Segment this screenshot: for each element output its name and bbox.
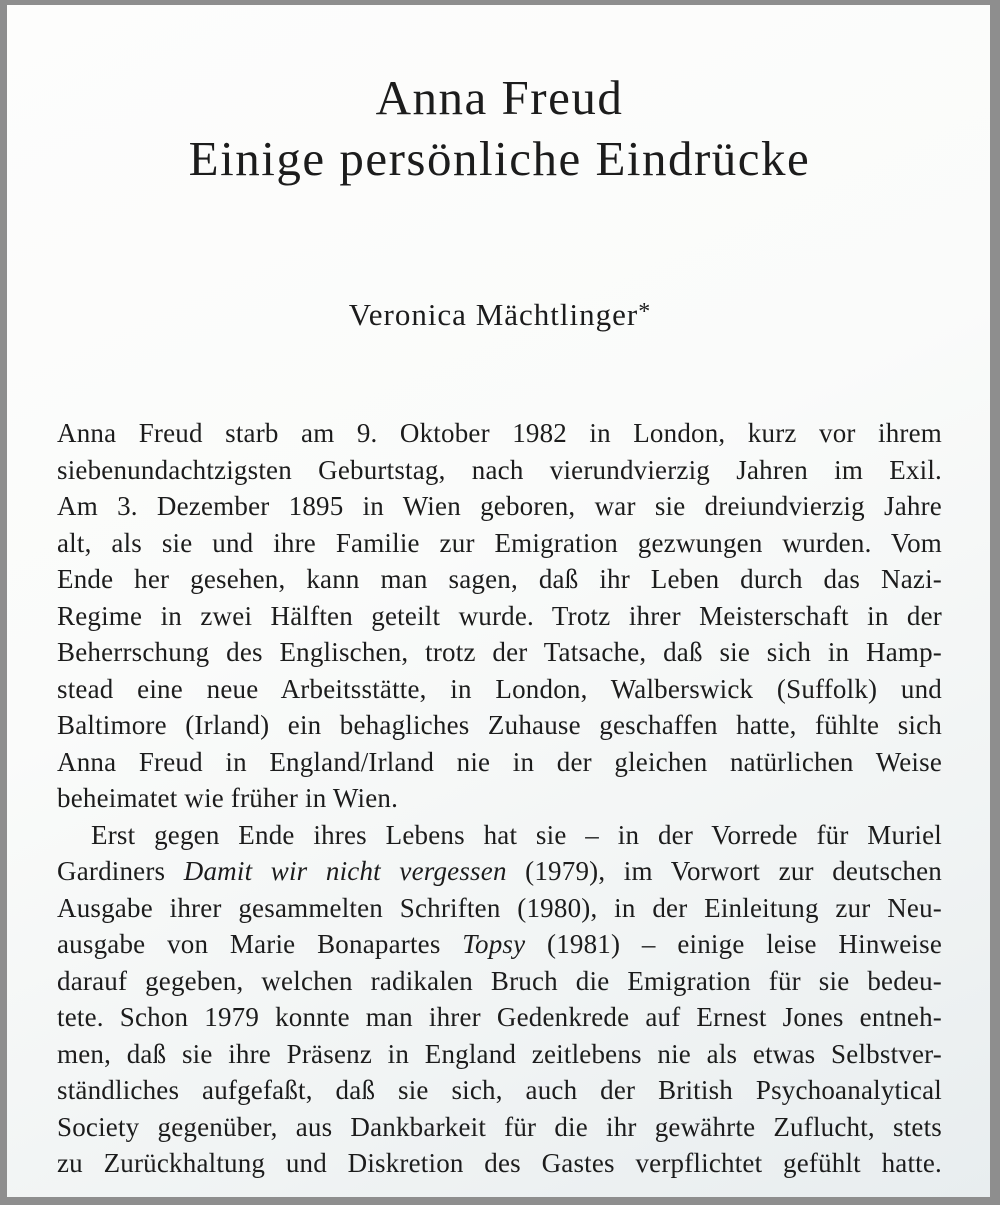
text-line bbox=[57, 1036, 942, 1073]
text-segment: stead eine neue Arbeitsstätte, in London, Walberswick (Suffolk) und bbox=[57, 673, 942, 704]
text-segment: Ende her gesehen, kann man sagen, daß ihr Leben durch das Nazi- bbox=[57, 564, 942, 594]
paragraph bbox=[57, 415, 942, 817]
text-segment: darauf gegeben, welchen radikalen Bruch die Emigration für sie bedeu- bbox=[57, 965, 942, 996]
text-segment: Ausgabe ihrer gesammelten Schriften (1980), in der Einleitung zur Neu- bbox=[57, 892, 942, 923]
paragraph bbox=[57, 817, 942, 1182]
text-line bbox=[57, 853, 942, 890]
text-segment: Erst gegen Ende ihres Lebens hat sie – in der Vorrede für Muriel bbox=[91, 819, 942, 850]
text-segment: Anna Freud starb am 9. Oktober 1982 in London, kurz vor ihrem bbox=[57, 418, 942, 448]
text-line bbox=[57, 817, 942, 854]
text-line bbox=[57, 744, 942, 781]
text-segment: ausgabe von Marie Bonapartes bbox=[57, 929, 463, 959]
text-segment: (1981) – einige leise Hinweise bbox=[525, 929, 942, 959]
text-line bbox=[57, 488, 942, 525]
text-line bbox=[57, 926, 942, 963]
italic-text: Damit wir nicht vergessen bbox=[183, 856, 507, 886]
italic-text: Topsy bbox=[462, 929, 526, 959]
text-line bbox=[57, 671, 942, 708]
text-segment: Regime in zwei Hälften geteilt wurde. Trotz ihrer Meisterschaft in der bbox=[57, 600, 942, 631]
book-page bbox=[7, 5, 990, 1197]
text-segment: siebenundachtzigsten Geburtstag, nach vierundvierzig Jahren im Exil. bbox=[57, 454, 942, 485]
author-name: Veronica Mächtlinger bbox=[348, 297, 639, 332]
body-text bbox=[57, 415, 942, 1182]
footnote-asterisk: * bbox=[638, 299, 651, 325]
text-segment: Baltimore (Irland) ein behagliches Zuhause geschaffen hatte, fühlte sich bbox=[57, 710, 942, 740]
page-title bbox=[57, 67, 942, 189]
text-line bbox=[57, 707, 942, 744]
text-segment: tete. Schon 1979 konnte man ihrer Gedenkrede auf Ernest Jones entneh- bbox=[57, 1002, 942, 1032]
text-line bbox=[57, 1109, 942, 1146]
text-segment: alt, als sie und ihre Familie zur Emigration gezwungen wurden. Vom bbox=[57, 527, 942, 558]
text-segment: ständliches aufgefaßt, daß sie sich, auch der British Psychoanalytical bbox=[57, 1075, 942, 1105]
text-segment: Society gegenüber, aus Dankbarkeit für die ihr gewährte Zuflucht, stets bbox=[57, 1111, 942, 1142]
text-segment: zu Zurückhaltung und Diskretion des Gastes verpflichtet gefühlt hatte. bbox=[57, 1148, 942, 1178]
text-line bbox=[57, 415, 942, 452]
text-line bbox=[57, 999, 942, 1036]
text-line bbox=[57, 525, 942, 562]
text-segment: beheimatet wie früher in Wien. bbox=[57, 783, 399, 813]
title-line-1: Anna Freud bbox=[375, 70, 624, 125]
text-line bbox=[57, 890, 942, 927]
text-line bbox=[57, 634, 942, 671]
text-segment: Beherrschung des Englischen, trotz der Tatsache, daß sie sich in Hamp- bbox=[57, 637, 942, 667]
title-line-2: Einige persönliche Eindrücke bbox=[188, 131, 811, 186]
text-segment: Gardiners bbox=[57, 856, 184, 886]
text-segment: men, daß sie ihre Präsenz in England zeitlebens nie als etwas Selbstver- bbox=[57, 1038, 942, 1069]
text-segment: Anna Freud in England/Irland nie in der gleichen natürlichen Weise bbox=[57, 746, 942, 777]
text-line bbox=[57, 452, 942, 489]
text-line bbox=[57, 561, 942, 598]
text-line bbox=[57, 1072, 942, 1109]
text-line bbox=[57, 1145, 942, 1182]
text-line bbox=[57, 963, 942, 1000]
text-line bbox=[57, 598, 942, 635]
author-line bbox=[57, 297, 942, 333]
text-segment: Am 3. Dezember 1895 in Wien geboren, war sie dreiundvierzig Jahre bbox=[57, 491, 942, 521]
text-segment: (1979), im Vorwort zur deutschen bbox=[506, 856, 942, 886]
text-line bbox=[57, 780, 942, 817]
